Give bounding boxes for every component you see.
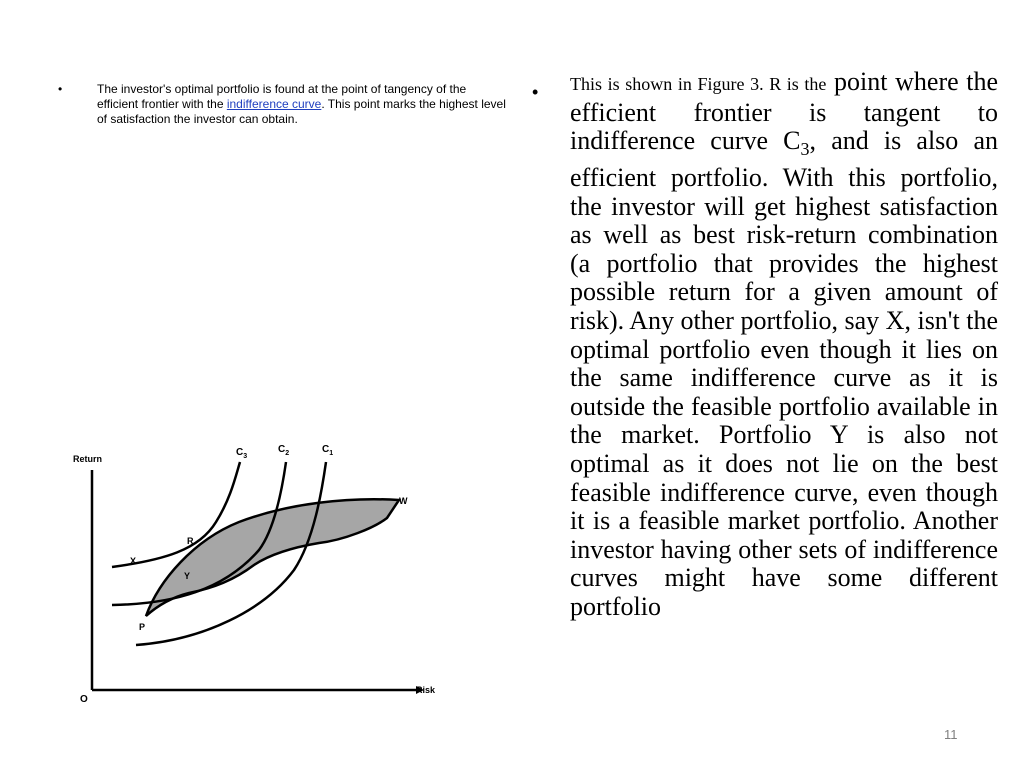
page-number: 11 [944,727,958,742]
indifference-curve-diagram [64,440,454,710]
tangent-text: where the efficient frontier is tangent to indifference curve C [570,67,999,156]
bullet-marker: • [532,82,539,102]
text-before-link: The investor's optimal portfolio is found at the point of tangency of the efficient frontier with the [97,82,467,111]
point-label-x: X [130,556,137,566]
point-label-y: Y [184,571,191,581]
bullet-marker: • [58,82,63,96]
rest-text: , and is also an efficient portfolio. With this portfolio, the investor will get highest satisfaction as well as best risk-return combination (a portfolio that provides the highest possible return for a given amount of risk). Any other portfolio, say X, isn't the optimal portfolio even though it lies on the same indifference curve as it is outside the feasible portfolio available in the market. Portfolio Y is also not optimal as it does not lie on the best feasible indifference curve, even though it is a feasible market portfolio. Another investor having other sets of indifference curves might have some different portfolio [570,126,998,621]
curve-label-c2: $C_2$ [278,444,290,457]
origin-label: O [80,694,88,705]
right-paragraph-text [570,68,998,621]
intro-text: This is shown in Figure 3. R is the [570,74,827,94]
point-label-p: P [139,622,146,632]
subscript-three: 3 [800,139,810,160]
x-axis-label: Risk [416,685,436,695]
point-label-r: R [187,536,194,546]
point-label-w: W [399,496,408,506]
feasible-region [146,499,399,616]
indifference-curve-link[interactable]: indifference curve [226,97,322,111]
y-axis-label: Return [73,454,102,464]
curve-label-c1: $C_1$ [322,444,334,457]
curve-label-c3: $C_3$ [236,447,248,460]
text-after-link: . This point marks the highest level of satisfaction the investor can obtain. [97,97,506,126]
word-point: point [834,67,888,96]
left-paragraph-text [97,82,509,127]
